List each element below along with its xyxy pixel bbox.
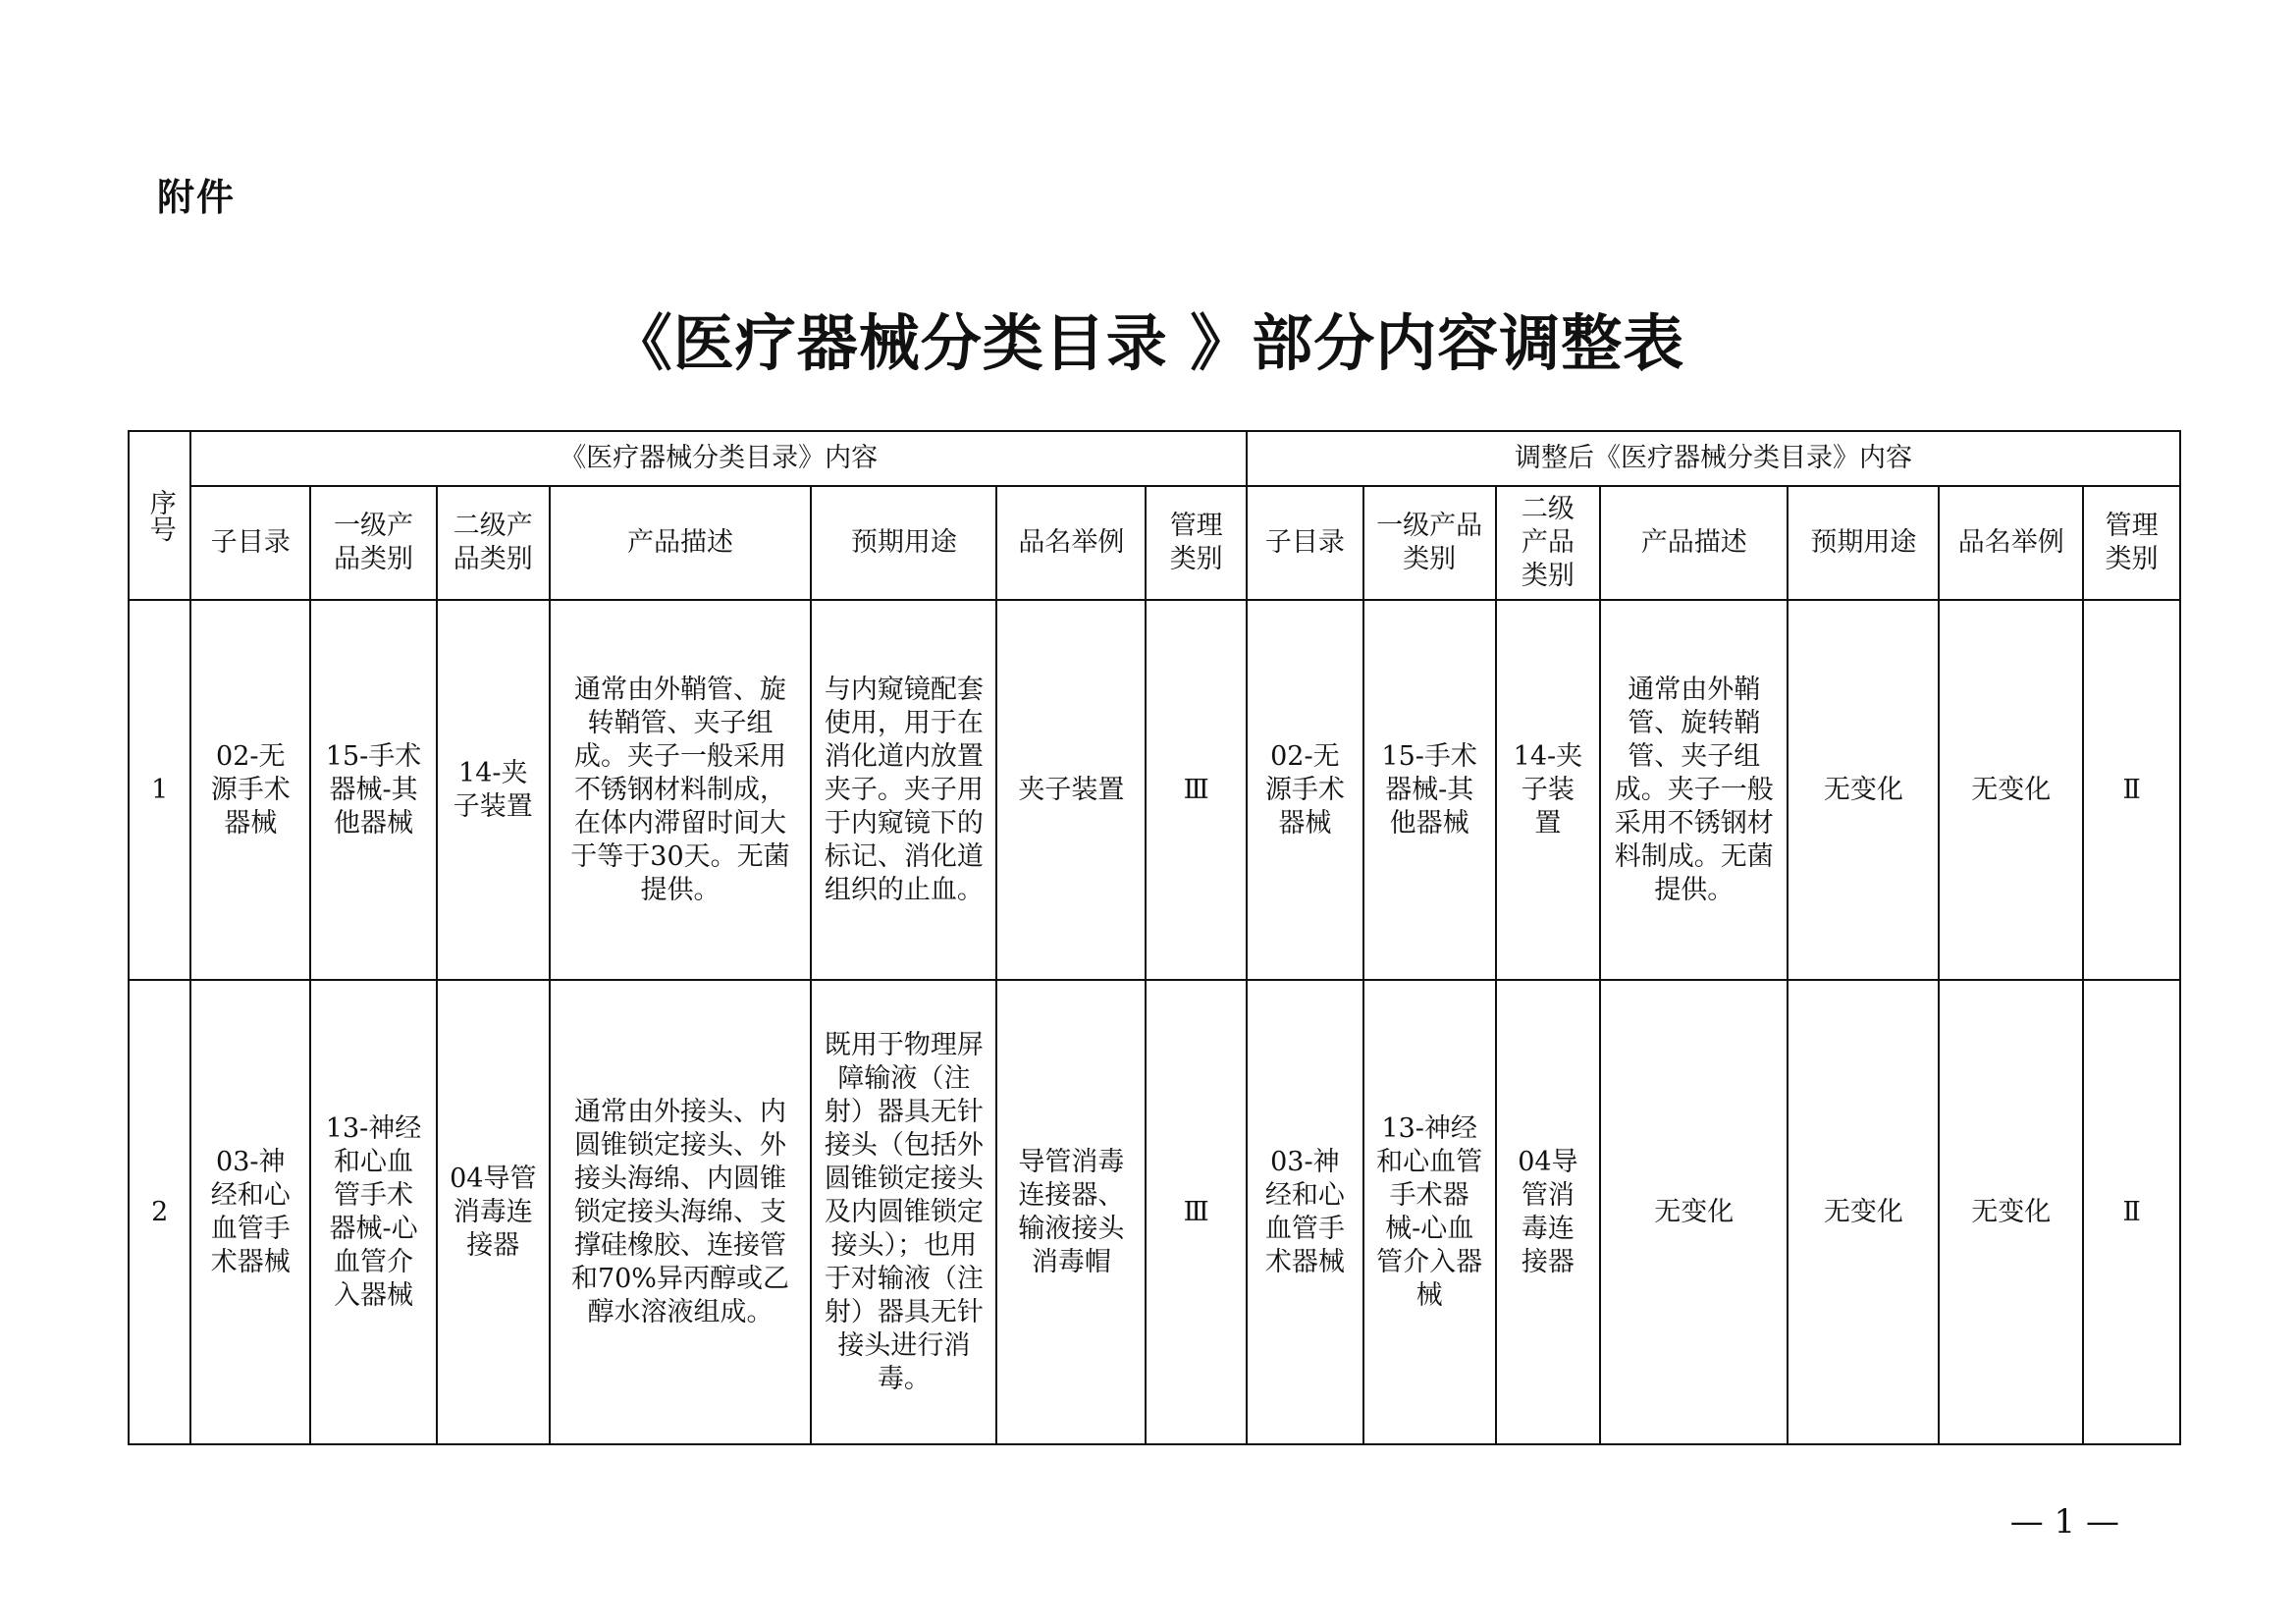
col-header-subcatalog-adjusted: 子目录 [1247, 486, 1363, 600]
col-header-level2-adjusted: 二级产品类别 [1496, 486, 1601, 600]
cell-level2-adjusted: 14-夹子装置 [1496, 600, 1601, 980]
seq-header: 序号 [129, 431, 190, 600]
cell-level1-adjusted: 13-神经和心血管手术器械-心血管介入器械 [1363, 980, 1496, 1444]
cell-level1: 15-手术器械-其他器械 [310, 600, 437, 980]
cell-class: Ⅲ [1146, 980, 1247, 1444]
cell-seq: 2 [129, 980, 190, 1444]
col-header-class: 管理类别 [1146, 486, 1247, 600]
cell-level2: 14-夹子装置 [437, 600, 550, 980]
cell-level2-adjusted: 04导管消毒连接器 [1496, 980, 1601, 1444]
cell-description: 通常由外接头、内圆锥锁定接头、外接头海绵、内圆锥锁定接头海绵、支撑硅橡胶、连接管和70%异丙醇或乙醇水溶液组成。 [550, 980, 812, 1444]
cell-description-adjusted: 通常由外鞘管、旋转鞘管、夹子组成。夹子一般采用不锈钢材料制成。无菌提供。 [1600, 600, 1788, 980]
col-header-examples-adjusted: 品名举例 [1939, 486, 2083, 600]
cell-intended-use: 与内窥镜配套使用，用于在消化道内放置夹子。夹子用于内窥镜下的标记、消化道组织的止血。 [811, 600, 996, 980]
cell-subcatalog: 02-无源手术器械 [190, 600, 310, 980]
cell-level1: 13-神经和心血管手术器械-心血管介入器械 [310, 980, 437, 1444]
cell-subcatalog: 03-神经和心血管手术器械 [190, 980, 310, 1444]
cell-examples-adjusted: 无变化 [1939, 600, 2083, 980]
group-header-original: 《医疗器械分类目录》内容 [190, 431, 1247, 486]
group-header-adjusted: 调整后《医疗器械分类目录》内容 [1247, 431, 2180, 486]
col-header-level1-adjusted: 一级产品类别 [1363, 486, 1496, 600]
col-header-level1: 一级产品类别 [310, 486, 437, 600]
col-header-examples: 品名举例 [996, 486, 1146, 600]
cell-subcatalog-adjusted: 02-无源手术器械 [1247, 600, 1363, 980]
col-header-subcatalog: 子目录 [190, 486, 310, 600]
cell-level2: 04导管消毒连接器 [437, 980, 550, 1444]
cell-description-adjusted: 无变化 [1600, 980, 1788, 1444]
cell-intended-use-adjusted: 无变化 [1788, 980, 1939, 1444]
cell-description: 通常由外鞘管、旋转鞘管、夹子组成。夹子一般采用不锈钢材料制成，在体内滞留时间大于等于30天。无菌提供。 [550, 600, 812, 980]
attachment-label: 附件 [157, 176, 237, 219]
table-row [129, 600, 2180, 980]
table-row [129, 980, 2180, 1444]
cell-examples: 夹子装置 [996, 600, 1146, 980]
col-header-intended-use-adjusted: 预期用途 [1788, 486, 1939, 600]
col-header-description-adjusted: 产品描述 [1600, 486, 1788, 600]
cell-class-adjusted: Ⅱ [2083, 600, 2180, 980]
cell-level1-adjusted: 15-手术器械-其他器械 [1363, 600, 1496, 980]
adjustment-table [128, 430, 2181, 1445]
cell-examples-adjusted: 无变化 [1939, 980, 2083, 1444]
cell-seq: 1 [129, 600, 190, 980]
cell-class-adjusted: Ⅱ [2083, 980, 2180, 1444]
col-header-intended-use: 预期用途 [811, 486, 996, 600]
col-header-class-adjusted: 管理类别 [2083, 486, 2180, 600]
col-header-description: 产品描述 [550, 486, 812, 600]
page-number: — 1 — [2009, 1502, 2119, 1542]
cell-intended-use: 既用于物理屏障输液（注射）器具无针接头（包括外圆锥锁定接头及内圆锥锁定接头）；也用于对输液（注射）器具无针接头进行消毒。 [811, 980, 996, 1444]
cell-examples: 导管消毒连接器、输液接头消毒帽 [996, 980, 1146, 1444]
document-title: 《医疗器械分类目录 》部分内容调整表 [611, 307, 1685, 379]
cell-class: Ⅲ [1146, 600, 1247, 980]
col-header-level2: 二级产品类别 [437, 486, 550, 600]
cell-intended-use-adjusted: 无变化 [1788, 600, 1939, 980]
cell-subcatalog-adjusted: 03-神经和心血管手术器械 [1247, 980, 1363, 1444]
